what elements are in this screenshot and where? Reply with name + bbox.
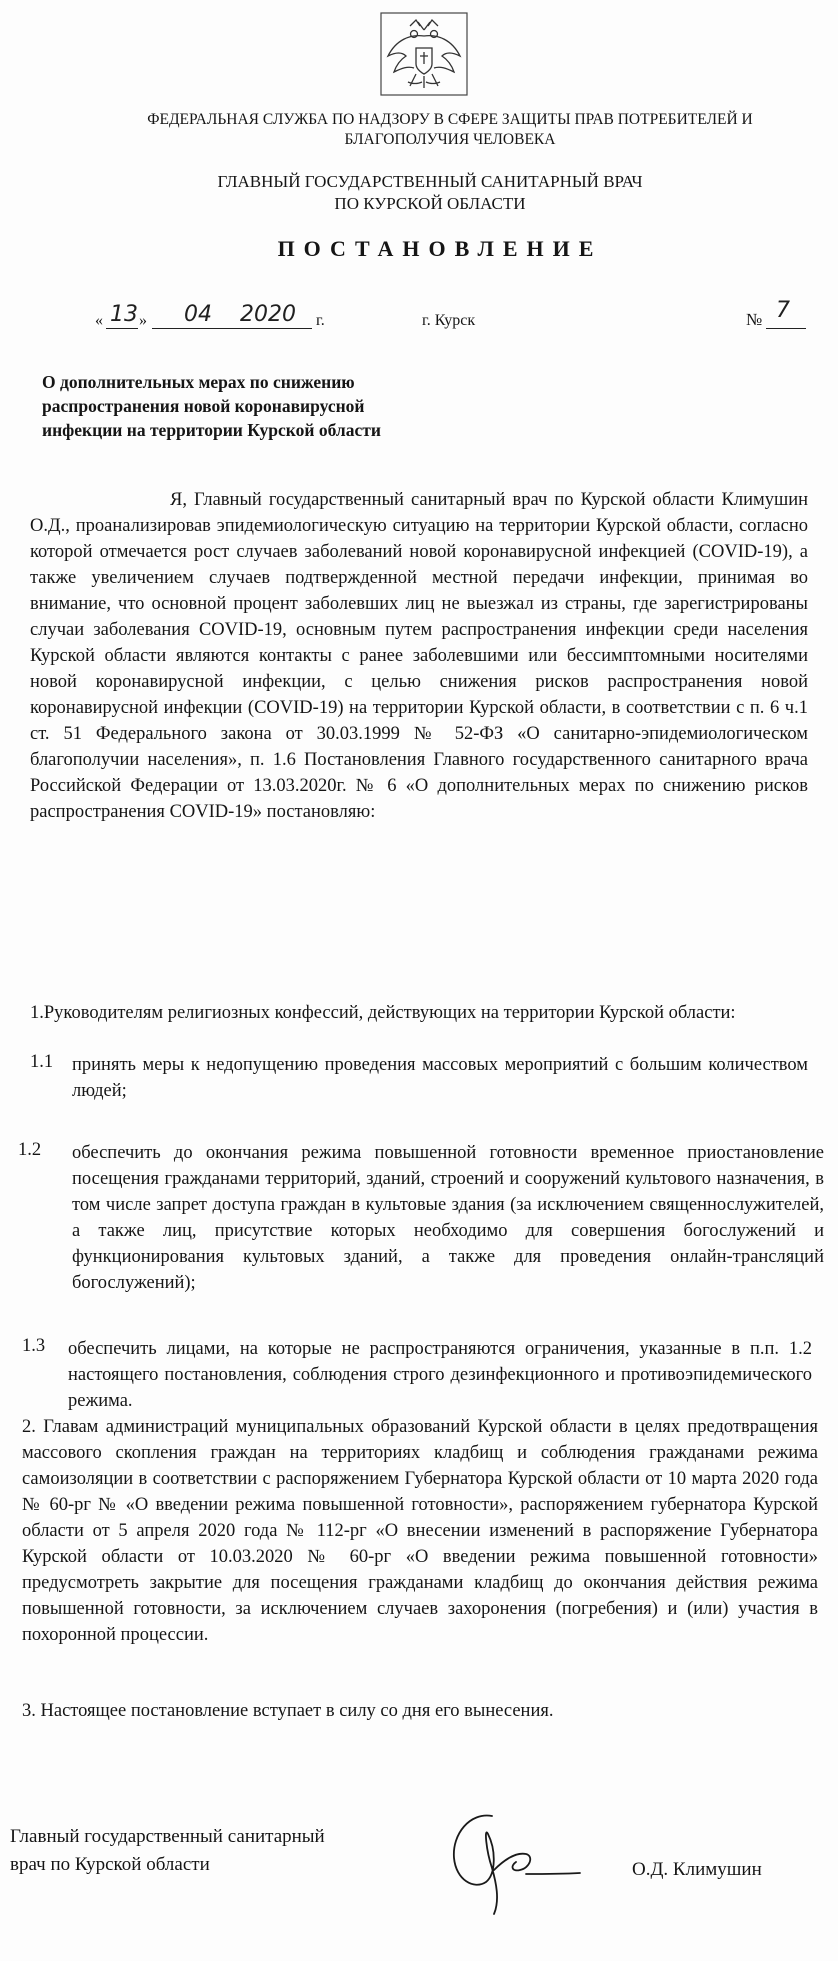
quote-open: « <box>95 312 103 329</box>
number-underline <box>766 328 806 329</box>
quote-close: » <box>139 312 147 329</box>
date-year: 2020 <box>240 302 296 327</box>
agency-name-line-2: БЛАГОПОЛУЧИЯ ЧЕЛОВЕКА <box>344 131 556 148</box>
item-1-3-number: 1.3 <box>22 1336 46 1356</box>
city-label: г. Курск <box>422 312 476 329</box>
item-3: 3. Настоящее постановление вступает в силу со дня его вынесения. <box>22 1701 554 1721</box>
handwritten-signature <box>430 1790 590 1920</box>
signatory-title-line-1: Главный государственный санитарный <box>10 1826 325 1847</box>
official-title-line-1: ГЛАВНЫЙ ГОСУДАРСТВЕННЫЙ САНИТАРНЫЙ ВРАЧ <box>217 172 643 191</box>
document-type-heading: ПОСТАНОВЛЕНИЕ <box>277 236 603 261</box>
agency-name-line-1: ФЕДЕРАЛЬНАЯ СЛУЖБА ПО НАДЗОРУ В СФЕРЕ ЗАЩИТЫ ПРАВ ПОТРЕБИТЕЛЕЙ И <box>147 111 753 128</box>
preamble-paragraph: Я, Главный государственный санитарный врач по Курской области Климушин О.Д., проанализировав эпидемиологическую ситуацию на территории Курской области, согласно которой отмечается рост случаев заболеваний новой коронавирусной инфекцией (COVID-19), а также увеличением случаев подтвержденной местной передачи инфекции, принимая во внимание, что основной процент заболевших лиц не выезжал из страны, где зарегистрированы случаи заболевания COVID-19, основным путем распространения инфекции среди населения Курской области являются контакты с ранее заболевшими или бессимптомными носителями новой коронавирусной инфекции, с целью снижения рисков распространения новой коронавирусной инфекции (COVID-19) на территории Курской области, в соответствии с п. 6 ч.1 ст. 51 Федерального закона от 30.03.1999 № 52-ФЗ «О санитарно-эпидемиологическом благополучии населения», п. 1.6 Постановления Главного государственного санитарного врача Российской Федерации от 13.03.2020г. № 6 «О дополнительных мерах по снижению рисков распространения COVID-19» постановляю: <box>30 490 808 822</box>
date-place-number-row <box>90 300 810 336</box>
item-1-1-number: 1.1 <box>30 1052 54 1072</box>
item-1-2-number: 1.2 <box>18 1140 42 1160</box>
date-month: 04 <box>184 302 212 327</box>
official-title-line-2: ПО КУРСКОЙ ОБЛАСТИ <box>334 194 526 213</box>
signatory-name: О.Д. Климушин <box>632 1859 762 1880</box>
year-suffix: г. <box>316 312 325 329</box>
item-1-2: обеспечить до окончания режима повышенной готовности временное приостановление посещения гражданами территорий, зданий, строений и сооружений культового назначения, в том числе запрет доступа граждан в культовые здания (за исключением священнослужителей, а также лиц, присутствие которых необходимо для совершения богослужений и функционирования культовых зданий, а также для проведения онлайн-трансляций богослужений); <box>72 1143 824 1293</box>
day-underline <box>106 328 138 329</box>
item-1-1: принять меры к недопущению проведения массовых мероприятий с большим количеством людей; <box>72 1055 808 1101</box>
document-subject: О дополнительных мерах по снижению распространения новой коронавирусной инфекции на территории Курской области <box>42 372 381 440</box>
document-number: 7 <box>776 298 790 323</box>
month-year-underline <box>152 328 312 329</box>
signatory-title-line-2: врач по Курской области <box>10 1854 210 1875</box>
russian-coat-of-arms-icon <box>380 12 468 96</box>
signatory-title <box>10 1823 430 1879</box>
number-label: № <box>746 310 763 329</box>
date-day: 13 <box>110 302 138 327</box>
item-1: 1.Руководителям религиозных конфессий, действующих на территории Курской области: <box>30 1003 736 1023</box>
item-2: 2. Главам администраций муниципальных образований Курской области в целях предотвращения массового скопления граждан на территориях кладбищ и соблюдения гражданами режима самоизоляции в соответствии с распоряжением Губернатора Курской области от 10 марта 2020 года № 60-рг № «О введении режима повышенной готовности», распоряжением губернатора Курской области от 5 апреля 2020 года № 112-рг «О внесении изменений в распоряжение Губернатора Курской области от 10.03.2020 № 60-рг «О введении режима повышенной готовности» предусмотреть закрытие для посещения гражданами кладбищ до окончания действия режима повышенной готовности, за исключением случаев захоронения (погребения) и (или) участия в похоронной процессии. <box>22 1417 818 1645</box>
item-1-3: обеспечить лицами, на которые не распространяются ограничения, указанные в п.п. 1.2 настоящего постановления, соблюдения строго дезинфекционного и противоэпидемического режима. <box>68 1339 812 1411</box>
